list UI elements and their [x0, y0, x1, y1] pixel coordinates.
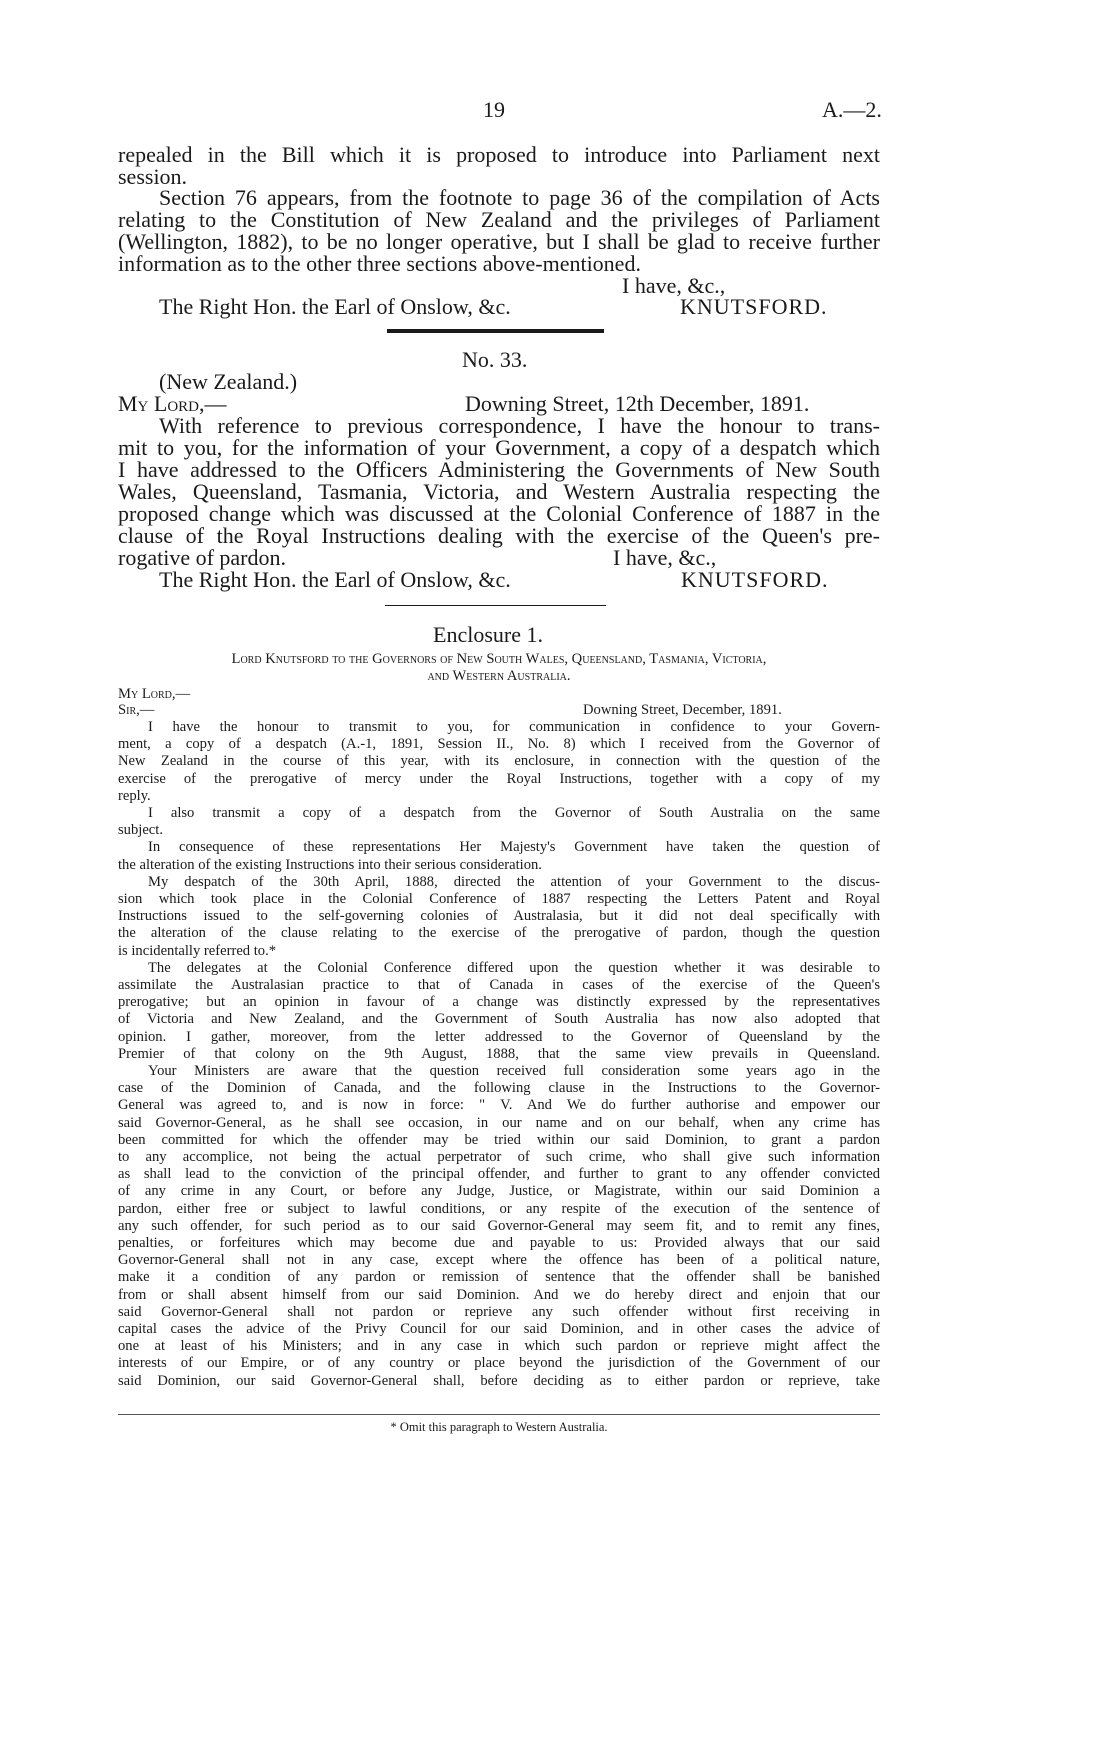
section-divider-thick [387, 329, 604, 333]
closing: I have, &c., [622, 273, 726, 298]
text-line: General was agreed to, and is now in force: " V. And We do further authorise and empower our [118, 1097, 880, 1114]
text-line: repealed in the Bill which it is proposed to introduce into Parliament next [118, 142, 880, 167]
text-line: penalties, or forfeitures which may become due and payable to us: Provided always that our said [118, 1235, 880, 1251]
text-line: capital cases the advice of the Privy Council for our said Dominion, and in other cases the advice of [118, 1321, 880, 1337]
text-line: assimilate the Australasian practice to that of Canada in cases of the exercise of the Queen's [118, 977, 880, 993]
addressee: The Right Hon. the Earl of Onslow, &c. [159, 567, 511, 592]
section-divider-thin [385, 605, 606, 606]
text-line: said Governor-General, as he shall see occasion, in our name and on our behalf, when any crime has [118, 1114, 880, 1131]
text-line: said Governor-General shall not pardon or reprieve any such offender without first receiving in [118, 1303, 880, 1320]
enclosure-heading: Enclosure 1. [433, 622, 543, 647]
series-number: A.—2. [822, 97, 882, 122]
text-line: said Dominion, our said Governor-General shall, before deciding as to either pardon or reprieve, take [118, 1372, 880, 1389]
salutation: Sir,— [118, 702, 155, 718]
text-line: information as to the other three sections above-mentioned. [118, 251, 641, 276]
text-line: Wales, Queensland, Tasmania, Victoria, and Western Australia respecting the [118, 479, 880, 504]
enclosure-subheading: Lord Knutsford to the Governors of New South Wales, Queensland, Tasmania, Victoria, [231, 651, 767, 667]
text-line: of Victoria and New Zealand, and the Government of South Australia has now also adopted that [118, 1011, 880, 1028]
text-line: Your Ministers are aware that the question received full consideration some years ago in the [148, 1063, 880, 1079]
text-line: prerogative; but an opinion in favour of a change was distinctly expressed by the representatives [118, 994, 880, 1011]
text-line: Section 76 appears, from the footnote to page 36 of the compilation of Acts [159, 185, 880, 210]
text-line: been committed for which the offender may be tried within our said Dominion, to grant a pardon [118, 1131, 880, 1148]
text-line: session. [118, 164, 188, 189]
text-line: relating to the Constitution of New Zealand and the privileges of Parliament [118, 207, 880, 232]
addressee: The Right Hon. the Earl of Onslow, &c. [159, 294, 511, 319]
text-line: My despatch of the 30th April, 1888, directed the attention of your Government to the discus- [148, 873, 880, 890]
text-line: I have addressed to the Officers Administering the Governments of New South [118, 457, 880, 482]
footnote: * Omit this paragraph to Western Australia. [390, 1420, 608, 1434]
text-line: of any crime in any Court, or before any Judge, Justice, or Magistrate, within our said Dominion a [118, 1183, 880, 1200]
text-line: opinion. I gather, moreover, from the letter addressed to the Governor of Queensland by the [118, 1028, 880, 1045]
enclosure-subheading: and Western Australia. [427, 668, 571, 684]
text-line: I also transmit a copy of a despatch from the Governor of South Australia on the same [148, 805, 880, 821]
footnote-divider [118, 1414, 880, 1415]
text-line: In consequence of these representations Her Majesty's Government have taken the question of [148, 839, 880, 856]
text-line: reply. [118, 787, 151, 804]
text-line: sion which took place in the Colonial Conference of 1887 respecting the Letters Patent and Royal [118, 891, 880, 907]
text-line: is incidentally referred to.* [118, 942, 277, 959]
text-line: The delegates at the Colonial Conference differed upon the question whether it was desirable to [148, 959, 880, 976]
text-line: mit to you, for the information of your Government, a copy of a despatch which [118, 435, 880, 460]
place-date: Downing Street, December, 1891. [583, 702, 782, 718]
colony-label: (New Zealand.) [159, 369, 298, 394]
page-number: 19 [483, 97, 505, 122]
signature: KNUTSFORD. [680, 294, 828, 319]
text-line: Governor-General shall not in any case, except where the offence has been of a political nature, [118, 1252, 880, 1269]
signature: KNUTSFORD. [681, 567, 829, 592]
place-date: Downing Street, 12th December, 1891. [465, 391, 810, 416]
text-line: (Wellington, 1882), to be no longer operative, but I shall be glad to receive further [118, 229, 880, 254]
text-line: case of the Dominion of Canada, and the following clause in the Instructions to the Governor- [118, 1080, 880, 1097]
text-line: ment, a copy of a despatch (A.-1, 1891, Session II., No. 8) which I received from the Governor of [118, 736, 880, 753]
text-line: any such offender, for such period as to our said Governor-General may seem fit, and to remit any fines, [118, 1217, 880, 1234]
text-line: Instructions issued to the self-governing colonies of Australasia, but it did not deal specifically with [118, 908, 880, 925]
salutation: My Lord,— [118, 391, 227, 416]
text-line: interests of our Empire, or of any country or place beyond the jurisdiction of the Government of our [118, 1355, 880, 1372]
text-line: exercise of the prerogative of mercy under the Royal Instructions, together with a copy of my [118, 770, 880, 787]
text-line: clause of the Royal Instructions dealing with the exercise of the Queen's pre- [118, 523, 880, 548]
text-line: pardon, either free or subject to lawful conditions, or any respite of the execution of the sentence of [118, 1200, 880, 1217]
text-line: With reference to previous correspondence, I have the honour to trans- [159, 413, 880, 438]
closing: I have, &c., [613, 545, 717, 570]
text-line: the alteration of the clause relating to the exercise of the prerogative of pardon, though the question [118, 925, 880, 942]
text-line: as shall lead to the conviction of the principal offender, and further to grant to any offender convicted [118, 1166, 880, 1183]
text-line: proposed change which was discussed at the Colonial Conference of 1887 in the [118, 501, 880, 526]
salutation: My Lord,— [118, 686, 191, 702]
text-line: Premier of that colony on the 9th August, 1888, that the same view prevails in Queensland. [118, 1045, 880, 1062]
text-line: rogative of pardon. [118, 545, 286, 570]
text-line: I have the honour to transmit to you, for communication in confidence to your Govern- [148, 719, 880, 735]
text-line: to any accomplice, not being the actual perpetrator of such crime, who shall give such information [118, 1149, 880, 1165]
letter-heading: No. 33. [462, 347, 528, 372]
text-line: make it a condition of any pardon or remission of sentence that the offender shall be banished [118, 1269, 880, 1286]
text-line: the alteration of the existing Instructions into their serious consideration. [118, 856, 542, 873]
text-line: subject. [118, 822, 163, 839]
text-line: one at least of his Ministers; and in any case in which such pardon or reprieve might affect the [118, 1338, 880, 1355]
text-line: from or shall absent himself from our said Dominion. And we do hereby direct and enjoin that our [118, 1286, 880, 1303]
text-line: New Zealand in the course of this year, with its enclosure, in connection with the question of the [118, 753, 880, 770]
